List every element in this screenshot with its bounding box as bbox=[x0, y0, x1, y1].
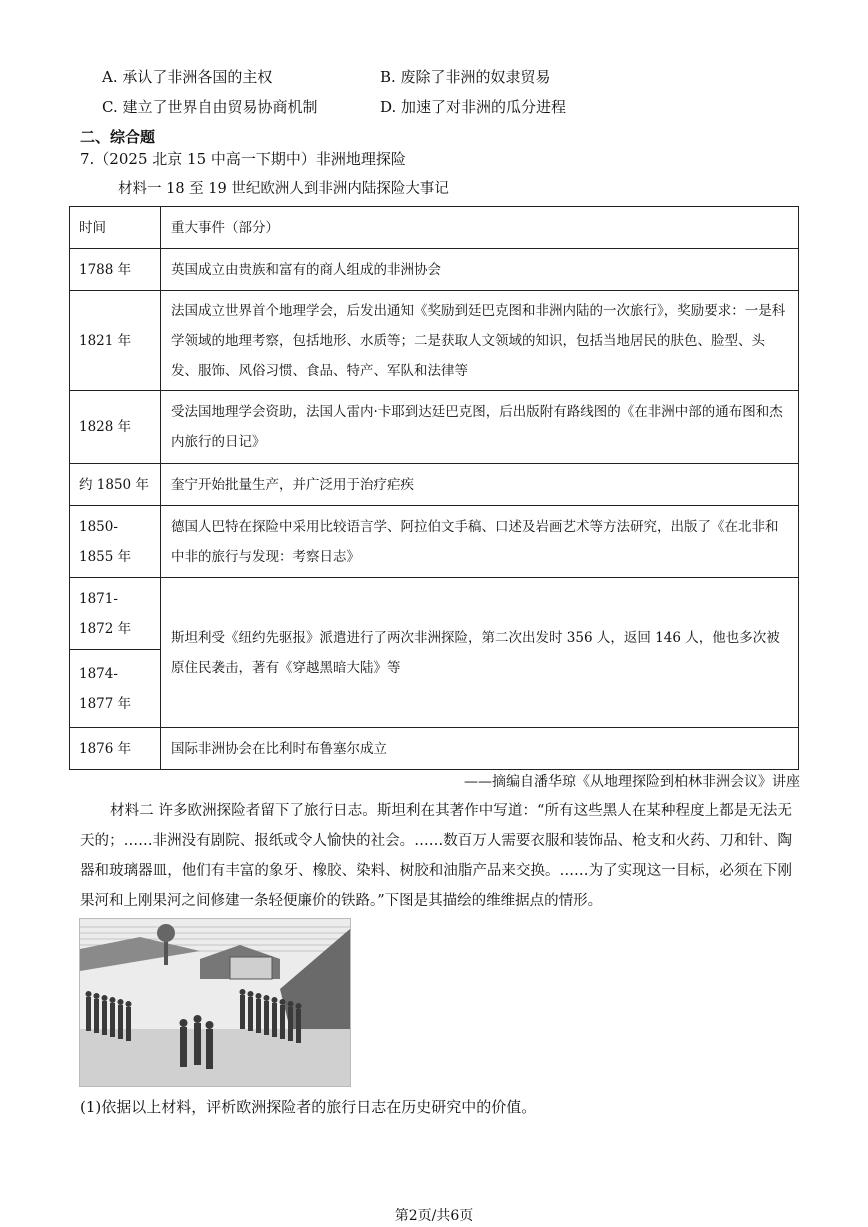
row-year: 约 1850 年 bbox=[70, 464, 161, 506]
header-time: 时间 bbox=[70, 207, 161, 249]
row-event: 奎宁开始批量生产，并广泛用于治疗疟疾 bbox=[161, 464, 799, 506]
table-header-row bbox=[70, 207, 799, 249]
events-table bbox=[69, 206, 799, 770]
row-event: 斯坦利受《纽约先驱报》派遣进行了两次非洲探险，第二次出发时 356 人，返回 146 人，他也多次被原住民袭击，著有《穿越黑暗大陆》等 bbox=[161, 578, 799, 728]
page-footer: 第2页/共6页 bbox=[394, 1208, 474, 1224]
row-year: 1788 年 bbox=[70, 249, 161, 291]
row-year: 1874-1877 年 bbox=[70, 650, 161, 728]
row-event: 英国成立由贵族和富有的商人组成的非洲协会 bbox=[161, 249, 799, 291]
row-year: 1821 年 bbox=[70, 291, 161, 391]
row-event: 德国人巴特在探险中采用比较语言学、阿拉伯文手稿、口述及岩画艺术等方法研究，出版了《在北非和中非的旅行与发现：考察日志》 bbox=[161, 506, 799, 578]
row-event: 法国成立世界首个地理学会，后发出通知《奖励到廷巴克图和非洲内陆的一次旅行》，奖励要求：一是科学领域的地理考察，包括地形、水质等；二是获取人文领域的知识，包括当地居民的肤色、脸型、头发、服饰、风俗习惯、食品、特产、军队和法律等 bbox=[161, 291, 799, 391]
option-b: B. 废除了非洲的奴隶贸易 bbox=[380, 68, 551, 86]
row-year: 1871-1872 年 bbox=[70, 578, 161, 650]
material1-caption: 材料一 18 至 19 世纪欧洲人到非洲内陆探险大事记 bbox=[118, 181, 449, 197]
engraving-image bbox=[79, 918, 351, 1087]
option-d: D. 加速了对非洲的瓜分进程 bbox=[380, 98, 567, 116]
section-heading: 二、综合题 bbox=[80, 128, 156, 146]
subquestion-1: (1)依据以上材料，评析欧洲探险者的旅行日志在历史研究中的价值。 bbox=[80, 1098, 537, 1116]
table-row bbox=[70, 391, 799, 464]
table-row bbox=[70, 506, 799, 578]
source-citation: ——摘编自潘华琼《从地理探险到柏林非洲会议》讲座 bbox=[464, 774, 800, 790]
option-c: C. 建立了世界自由贸易协商机制 bbox=[102, 98, 318, 116]
table-row bbox=[70, 291, 799, 391]
material2-text: 材料二 许多欧洲探险者留下了旅行日志。斯坦利在其著作中写道：“所有这些黑人在某种程度上都是无法无天的；……非洲没有剧院、报纸或令人愉快的社会。……数百万人需要衣服和装饰品、枪支和火药、刀和针、陶器和玻璃器皿，他们有丰富的象牙、橡胶、染料、树胶和油脂产品来交换。……为了实现这一目标，必须在下刚果河和上刚果河之间修建一条轻便廉价的铁路。”下图是其描绘的维维据点的情形。 bbox=[80, 803, 792, 909]
table-row bbox=[70, 578, 799, 650]
row-year: 1876 年 bbox=[70, 728, 161, 770]
question-title: 7.（2025 北京 15 中高一下期中）非洲地理探险 bbox=[80, 150, 406, 168]
row-event: 国际非洲协会在比利时布鲁塞尔成立 bbox=[161, 728, 799, 770]
material2-paragraph bbox=[80, 796, 792, 916]
row-year: 1828 年 bbox=[70, 391, 161, 464]
option-a: A. 承认了非洲各国的主权 bbox=[102, 68, 273, 86]
table-row bbox=[70, 249, 799, 291]
table-row bbox=[70, 464, 799, 506]
row-event: 受法国地理学会资助，法国人雷内·卡耶到达廷巴克图，后出版附有路线图的《在非洲中部的通布图和杰内旅行的日记》 bbox=[161, 391, 799, 464]
engraving-illustration bbox=[80, 919, 350, 1086]
table-row bbox=[70, 728, 799, 770]
row-year: 1850-1855 年 bbox=[70, 506, 161, 578]
header-event: 重大事件（部分） bbox=[161, 207, 799, 249]
